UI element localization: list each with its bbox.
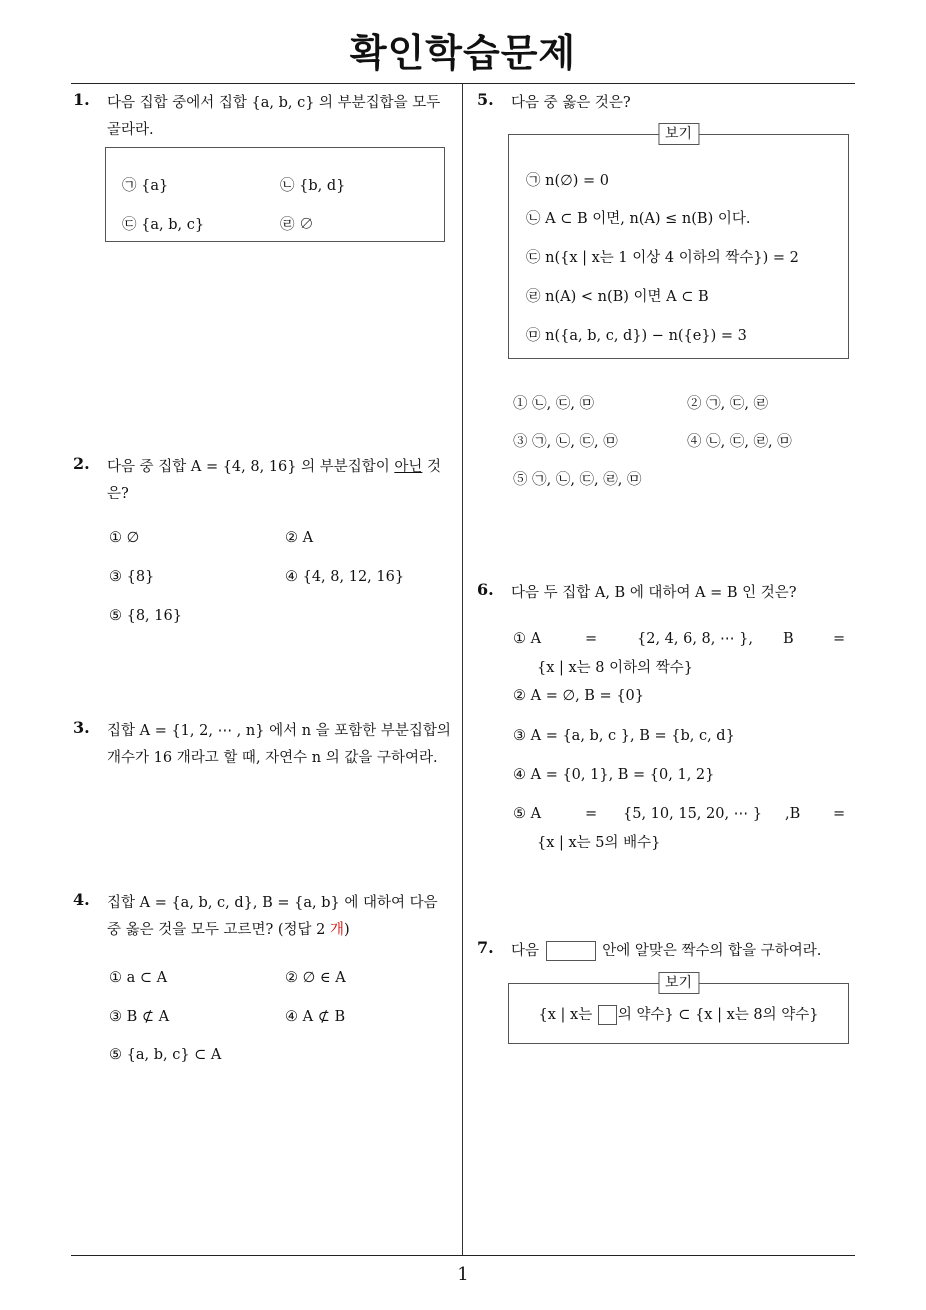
choice-item: ㉠ {a}: [122, 178, 169, 194]
choice-item: ㉢ {a, b, c}: [122, 217, 205, 233]
option-2: ② A: [285, 530, 314, 546]
option-4: ④ {4, 8, 12, 16}: [285, 569, 405, 585]
option-1-label: ① A: [513, 631, 542, 647]
example-box: [508, 126, 849, 359]
question-number: 6.: [477, 580, 494, 599]
question-number: 3.: [73, 718, 90, 737]
option-1-line2: {x | x는 8 이하의 짝수}: [537, 660, 694, 676]
option-5-set: {5, 10, 15, 20, ⋯ }: [623, 806, 763, 822]
question-7: [477, 938, 852, 1048]
option-2: ② A = ∅, B = {0}: [513, 688, 644, 704]
choice-box: [105, 147, 445, 242]
question-text: 다음 안에 알맞은 짝수의 합을 구하여라.: [511, 943, 822, 959]
option-3: ③ ㉠, ㉡, ㉢, ㉤: [513, 434, 618, 450]
option-1-set: {2, 4, 6, 8, ⋯ },: [637, 631, 753, 647]
option-1: ① ㉡, ㉢, ㉤: [513, 396, 595, 412]
example-item: ㉢ n({x | x는 1 이상 4 이하의 짝수}) = 2: [526, 250, 799, 266]
option-4: ④ ㉡, ㉢, ㉣, ㉤: [687, 434, 792, 450]
page-number: 1: [457, 1264, 469, 1285]
option-1-eq: =: [585, 631, 598, 647]
option-1-b: B: [783, 631, 794, 647]
option-5: ⑤ ㉠, ㉡, ㉢, ㉣, ㉤: [513, 472, 642, 488]
option-1: ① ∅: [109, 530, 140, 546]
question-1: [73, 90, 458, 250]
question-text: 집합 A = {1, 2, ⋯ , n} 에서 n 을 포함한 부분집합의 개수가 16 개라고 할 때, 자연수 n 의 값을 구하여라.: [107, 723, 451, 766]
question-text: 다음 두 집합 A, B 에 대하여 A = B 인 것은?: [511, 585, 797, 601]
question-number: 7.: [477, 938, 494, 957]
option-2: ② ㉠, ㉢, ㉣: [687, 396, 769, 412]
question-6: [477, 580, 852, 860]
example-item: ㉣ n(A) < n(B) 이면 A ⊂ B: [526, 289, 709, 305]
question-3: [73, 718, 458, 778]
option-5: ⑤ {8, 16}: [109, 608, 182, 624]
choice-item: ㉡ {b, d}: [280, 178, 346, 194]
question-text: 다음 집합 중에서 집합 {a, b, c} 의 부분집합을 모두 골라라.: [107, 95, 441, 138]
option-1: ① a ⊂ A: [109, 970, 168, 986]
option-5: ⑤ {a, b, c} ⊂ A: [109, 1047, 222, 1063]
option-5-line2: {x | x는 5의 배수}: [537, 835, 661, 851]
column-divider: [462, 84, 463, 1255]
question-number: 4.: [73, 890, 90, 909]
inline-blank-box: [598, 1005, 617, 1025]
question-text: 다음 중 옳은 것은?: [511, 95, 631, 111]
option-4: ④ A ⊄ B: [285, 1009, 346, 1025]
page-title: 확인학습문제: [349, 31, 577, 75]
option-5-label: ⑤ A: [513, 806, 542, 822]
example-box: [508, 975, 849, 1044]
option-4: ④ A = {0, 1}, B = {0, 1, 2}: [513, 767, 715, 783]
question-2: [73, 454, 458, 634]
example-item: ㉡ A ⊂ B 이면, n(A) ≤ n(B) 이다.: [526, 211, 751, 227]
underlined-word: 아닌: [394, 459, 423, 475]
option-5-eq2: =: [833, 806, 846, 822]
question-4: [73, 890, 458, 1070]
answer-blank-box: [546, 941, 596, 961]
question-text: 다음 중 집합 A = {4, 8, 16} 의 부분집합이 아닌 것 은?: [107, 459, 441, 502]
example-box-label: 보기: [658, 123, 699, 145]
option-3: ③ {8}: [109, 569, 155, 585]
footer-rule: [71, 1255, 855, 1256]
example-box-label: 보기: [658, 972, 699, 994]
answer-count-highlight: 개: [330, 922, 345, 938]
option-3: ③ A = {a, b, c }, B = {b, c, d}: [513, 728, 735, 744]
header-rule: [71, 83, 855, 84]
choice-item: ㉣ ∅: [280, 217, 314, 233]
option-5-eq: =: [585, 806, 598, 822]
option-2: ② ∅ ∈ A: [285, 970, 346, 986]
question-number: 1.: [73, 90, 90, 109]
question-number: 5.: [477, 90, 494, 109]
question-5: [477, 90, 852, 490]
option-3: ③ B ⊄ A: [109, 1009, 170, 1025]
question-number: 2.: [73, 454, 90, 473]
option-5-b: ,B: [785, 806, 801, 822]
example-item: ㉤ n({a, b, c, d}) − n({e}) = 3: [526, 328, 747, 344]
example-item: ㉠ n(∅) = 0: [526, 173, 609, 189]
question-text: 집합 A = {a, b, c, d}, B = {a, b} 에 대하여 다음 중 옳은 것을 모두 고르면? (정답 2 개): [107, 895, 438, 938]
example-expression: {x | x는 의 약수} ⊂ {x | x는 8의 약수}: [538, 1007, 819, 1023]
option-1-eq2: =: [833, 631, 846, 647]
